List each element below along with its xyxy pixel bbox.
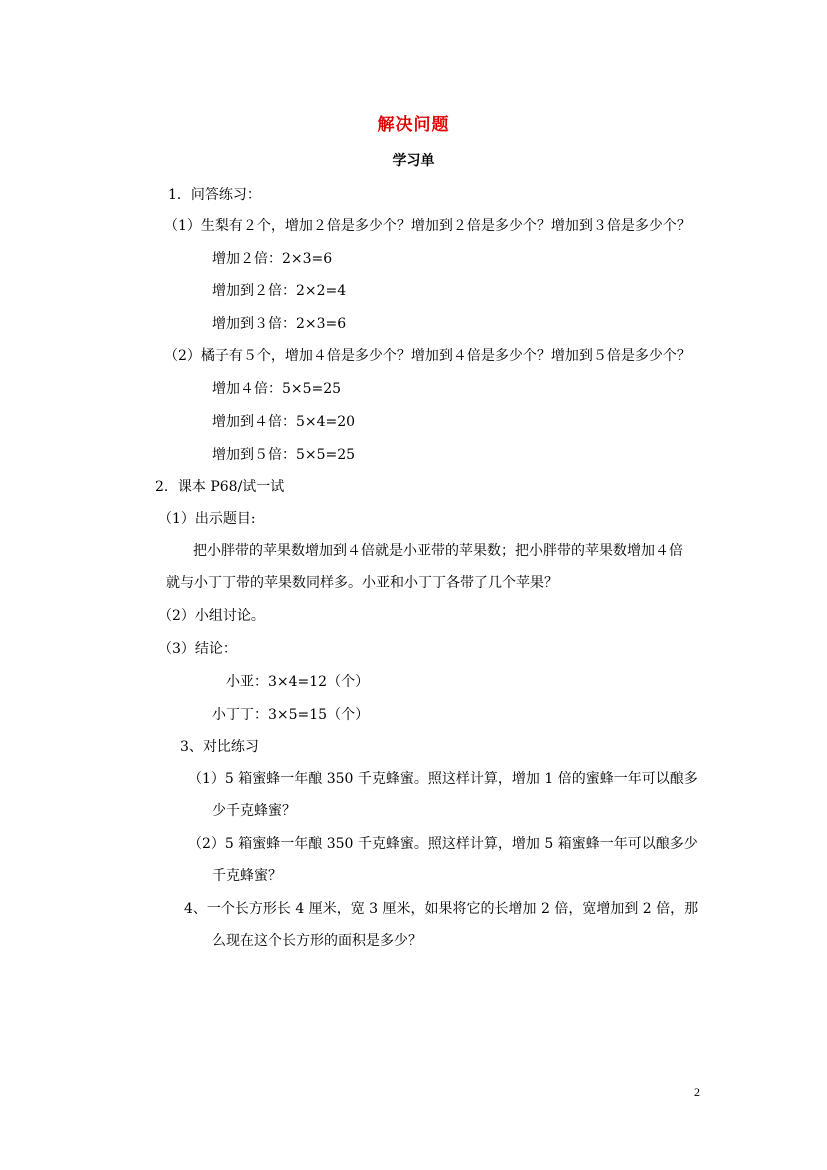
question-1-2: （2）橘子有５个，增加４倍是多少个？增加到４倍是多少个？增加到５倍是多少个？	[164, 348, 691, 364]
answer-line: 增加到４倍：5×4=20	[212, 414, 356, 430]
exercise-text: （2）5 箱蜜蜂一年酿 350 千克蜂蜜。照这样计算，增加 5 箱蜜蜂一年可以酿多少	[188, 836, 698, 852]
problem-text: 就与小丁丁带的苹果数同样多。小亚和小丁丁各带了几个苹果？	[166, 575, 558, 591]
section-1-heading: 1．问答练习：	[168, 187, 261, 203]
page-number: 2	[694, 1085, 700, 1099]
section-4-text: 4、一个长方形长 4 厘米，宽 3 厘米，如果将它的长增加 2 倍，宽增加到 2 倍，那	[184, 901, 699, 917]
answer-line: 增加２倍：2×3=6	[212, 251, 333, 267]
section-4-text: 么现在这个长方形的面积是多少？	[212, 933, 422, 949]
problem-text: 把小胖带的苹果数增加到４倍就是小亚带的苹果数；把小胖带的苹果数增加４倍	[193, 543, 683, 559]
step-line: （3）结论：	[158, 641, 237, 657]
answer-line: 小亚：3×4=12（个）	[226, 674, 370, 690]
section-3-heading: 3、对比练习	[180, 739, 259, 755]
question-1-1: （1）生梨有２个，增加２倍是多少个？增加到２倍是多少个？增加到３倍是多少个？	[164, 218, 691, 234]
answer-line: 小丁丁：3×5=15（个）	[212, 707, 370, 723]
answer-line: 增加到３倍：2×3=6	[212, 316, 347, 332]
exercise-text: 少千克蜂蜜？	[212, 803, 296, 819]
answer-line: 增加到５倍：5×5=25	[212, 447, 356, 463]
exercise-text: 千克蜂蜜？	[212, 868, 282, 884]
doc-subtitle: 学习单	[392, 153, 435, 169]
doc-title: 解决问题	[377, 115, 450, 135]
step-line: （2）小组讨论。	[158, 608, 265, 624]
step-line: （1）出示题目:	[158, 511, 256, 527]
exercise-text: （1）5 箱蜜蜂一年酿 350 千克蜂蜜。照这样计算，增加 1 倍的蜜蜂一年可以酿多	[188, 771, 698, 787]
section-2-heading: 2．课本 P68/试一试	[155, 479, 285, 495]
answer-line: 增加到２倍：2×2=4	[212, 283, 347, 299]
answer-line: 增加４倍：5×5=25	[212, 381, 342, 397]
